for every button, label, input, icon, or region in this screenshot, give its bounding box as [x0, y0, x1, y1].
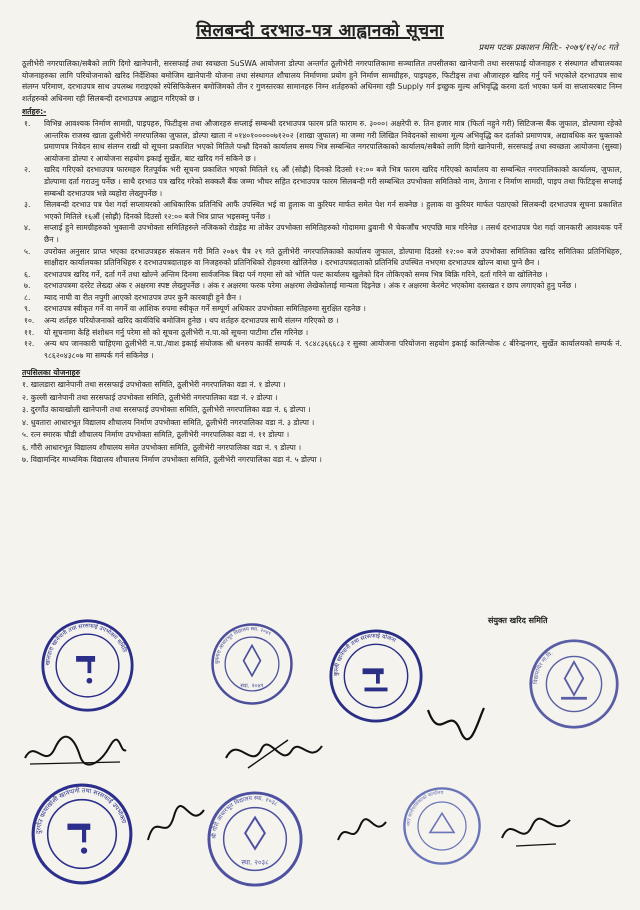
svg-text:स्था. २०३८: स्था. २०३८ — [241, 858, 269, 867]
condition-text: दरभाउपत्र स्वीकृत गर्ने वा नगर्ने वा आंशिक रुपमा स्वीकृत गर्ने सम्पूर्ण अधिकार उपभोक्ता समितिहरुमा सुरक्षित रहनेछ । — [44, 304, 366, 314]
condition-number: २. — [24, 165, 31, 175]
signature-3 — [420, 700, 490, 750]
signature-5 — [332, 812, 392, 852]
signature-2 — [218, 728, 328, 778]
condition-item — [22, 246, 622, 269]
seal-gauri — [206, 790, 304, 888]
condition-text: दरभाउपत्र खरिद गर्ने, दर्ता गर्ने तथा खोल्ने अन्तिम दिनमा सार्वजनिक बिदा पर्न गएमा सो को भोलि पल्ट कार्यालय खुलेको दिन तोकिएको समय भित्र बिक्रि गरिने, दर्ता गरिने वा खोलिनेछ । — [44, 269, 548, 279]
conditions-heading: शर्तहरु:- — [22, 107, 47, 117]
committee-label: संयुक्त खरिद समिति — [488, 616, 548, 625]
seal-text: विद्यामन्दिर मा.वि. — [533, 650, 555, 685]
seal-municipality — [402, 786, 482, 866]
seal-durgaun — [30, 782, 134, 886]
plans-list — [22, 379, 622, 467]
seal-text: धुवतारा आधारभूत विद्यालय स्था. २०४९ — [214, 626, 272, 665]
seal-vidyamandir — [528, 638, 620, 730]
condition-number: १. — [24, 118, 31, 128]
signature-6 — [496, 808, 576, 856]
plan-item: ४. धुवतारा आधारभूत विद्यालय शौचालय निर्माण उपभोक्ता समिति, ठूलीभेरी नगरपालिका वडा नं. ३ डोल्पा । — [22, 417, 315, 427]
svg-text:धुवतारा आधारभूत विद्यालय स्था. — [214, 626, 272, 664]
seal-dhuvatara — [210, 622, 294, 706]
plan-item: २. कुल्ली खानेपानी तथा सरसफाई उपभोक्ता समिति, ठूलीभेरी नगरपालिका वडा नं. २ डोल्पा । — [22, 392, 278, 402]
plan-item: ६. गौरी आधारभूत विद्यालय शौचालय समेत उपभोक्ता समिति, ठूलीभेरी नगरपालिका वडा नं. ९ डोल्पा । — [22, 442, 302, 452]
condition-number: ११. — [24, 327, 35, 337]
plan-item: १. खालडारा खानेपानी तथा सरसफाई उपभोक्ता समिति, ठूलीभेरी नगरपालिका वडा नं. १ डोल्पा । — [22, 380, 286, 390]
condition-number: ५. — [24, 246, 31, 256]
publication-date: प्रथम पटक प्रकाशन मिति:- २०७९/१२/०८ गते — [478, 43, 618, 53]
seal-text: खालडारा खानेपानी तथा सरसफाई उपभोक्ता समिति — [45, 623, 128, 666]
condition-item — [22, 315, 622, 327]
condition-number: ३. — [24, 200, 31, 210]
condition-number: १२. — [24, 339, 35, 349]
condition-item — [22, 199, 622, 222]
condition-number: ८. — [24, 292, 31, 302]
condition-text: म्याद नाघी वा रीत नपुगी आएको दरभाउपत्र उपर कुनै कारबाही हुने छैन । — [44, 292, 242, 302]
seal-text: कुल्ली खानेपानी तथा सरसफाई योजना — [333, 633, 397, 677]
seal-text: नगर कार्यपालिकाको कार्यालय — [406, 790, 444, 827]
seal-text: दुरगाँउ कायाखोली खानेपानी तथा सरसफाई उपभोक्ता — [35, 787, 128, 835]
condition-item — [22, 118, 622, 164]
condition-item — [22, 164, 622, 199]
condition-number: ४. — [24, 223, 31, 233]
condition-text: उपरोक्त अनुसार प्राप्त भएका दरभाउपत्रहरु संकलन गरी मिति २०७९ चैत्र २९ गते ठूलीभेरी नगरपालिकाको कार्यालय जुफाल, डोल्पामा दिउसो १२:०० बजे उपभोक्ता समितिका खरिद समितिका प्रतिनिधिहरु, साक्षीदार कार्यालयका प्रतिनिधिहरु र दरभाउपत्रदाताहरु वा निजहरुको प्रतिनिधिको रोहवरमा खोलिनेछ । दरभाउपत्रदाताको प्रतिनिधि उपस्थित नभएमा दरभाउपत्र खोल्न बाधा पुग्ने छैन । — [44, 246, 622, 268]
notice-title: सिलबन्दी दरभाउ-पत्र आह्वानको सूचना — [196, 21, 444, 41]
plan-item: ३. दुरगाँउ कायाखोली खानेपानी तथा सरसफाई उपभोक्ता समिति, ठूलीभेरी नगरपालिका वडा नं. ६ डोल्पा । — [22, 405, 311, 415]
condition-item — [22, 269, 622, 281]
seal-text: श्री गौरी आधारभूत विद्यालय स्था. २०३८ — [211, 795, 279, 840]
plan-item: ५. रत्न स्मारक चौडी शौचालय निर्माण उपभोक्ता समिति, ठूलीभेरी नगरपालिका वडा नं. ११ डोल्पा । — [22, 430, 290, 440]
svg-text:स्था. २०४९: स्था. २०४९ — [240, 683, 264, 690]
condition-text: सप्लाई हुने सामग्रीहरुको भुक्तानी उपभोक्ता समितिहरुले नजिकको रोडहेड मा तोकेर उपभोक्ता समितिहरुको गोदाममा ढुवानी भै चेकजाँच भएपछि मात्र गरिनेछ । तसर्थ दरभाउपत्र पेश गर्दा जानकारी आवश्यक पर्ने छैन । — [44, 223, 622, 244]
condition-text: सिलबन्दी दरभाउ पत्र पेश गर्दा सप्लायरको आधिकारिक प्रतिनिधि आफैं उपस्थित भई वा हुलाक वा कुरियर मार्फत समेत पेश गर्न सक्नेछ । हुलाक वा कुरियर मार्फत पठाएको सिलबन्दी दरभाउपत्र सूचना प्रकाशित भएको मितिले १६औं (सोह्रौ) दिनको दिउसो १२:०० बजे भित्र प्राप्त भइसक्नु पर्नेछ । — [44, 200, 622, 221]
condition-item — [22, 338, 622, 361]
intro-paragraph: ठूलीभेरी नगरपालिका/सबैको लागि दिगो खानेपानी, सरसफाई तथा स्वच्छता SuSWA आयोजना डोल्पा अन्तर्गत ठूलीभेरी नगरपालिकामा सञ्चालित तपसीलका खानेपानी तथा सरसफाई योजनाहरु र संस्थागत शौचालयका योजनाहरुका लागि परियोजनाको खरिद निर्देशिका बमोजिम खानेपानी योजना तथा संस्थागत शौचालय निर्माणमा प्रयोग हुने निर्माण सामग्रीहरु, पाइपहरु, फिटीङ्स तथा औजारहरु खरिद गर्नु पर्ने भएकोले दरभाउपत्र साथ संलग्न परिमाण, दरभाउपत्र साथ उपलब्ध गराइएको स्पेसिफिकेसन बमोजिमको तीन र गुणस्तरका सामानहरु निम्न शर्तहरुको अधिनमा रही Supply गर्न इच्छुक मुल्य अभिवृद्धि करमा दर्ता भएका फर्म वा सप्लायरबाट निम्न शर्तहरुको अधिनमा रही सिलबन्दी दरभाउपत्र आह्वान गरिएको छ । — [22, 59, 622, 103]
condition-item — [22, 222, 622, 245]
condition-item — [22, 280, 622, 292]
notice-body — [22, 58, 622, 467]
condition-text: यो सूचनामा केहि संशोधन गर्नु परेमा सो को सूचना ठूलीभेरी न.पा.को सूचना पाटीमा टाँस गरिनेछ । — [44, 327, 309, 337]
signature-4 — [142, 800, 212, 850]
condition-text: अन्य थप जानकारी चाहिएमा ठूलीभेरी न.पा./वाश इकाई संयोजक श्री धनरुप कार्की सम्पर्क नं. ९८४८३६६६८३ र सुस्वा आयोजना परियोजना सहयोग इकाई कालिन्चोक ८ बीरेन्द्रनगर, सुर्खेत कार्यालयको सम्पर्क नं. ९८६२०४३८०७ मा सम्पर्क गर्न सकिनेछ । — [44, 339, 622, 360]
svg-text:श्री गौरी आधारभूत विद्यालय स्थ — [210, 796, 279, 839]
seal-kulli — [328, 628, 424, 724]
condition-text: दरभाउपत्रमा दररेट लेख्दा अंक र अक्षरमा स्पष्ट लेख्नुपर्नेछ । अंक र अक्षरमा फरक परेमा अक्षरमा लेखेकोलाई मान्यता दिइनेछ । अंक र अक्षरमा केरमेट भएकोमा दस्तखत र छाप लगाएको हुनु पर्नेछ । — [44, 281, 577, 291]
seal-khaldara — [40, 618, 135, 713]
condition-text: अन्य शर्तहरु परियोजनाको खरिद कार्यविधि बमोजिम हुनेछ । थप शर्तहरु दरभाउपत्र साथै संलग्न गरिएको छ । — [44, 316, 339, 326]
plans-heading: तपसिलका योजनाहरु — [22, 368, 81, 378]
condition-text: विभिन्न आवश्यक निर्माण सामग्री, पाइपहरु, फिटीङ्स तथा औजारहरु सप्लाई सम्बन्धी दरभाउपत्र फारम प्रति फाराम रु. ३०००। अक्षरेपी रु. तिन हजार मात्र (फिर्ता नहुने गरी) सिटिजन्स बैंक जुफाल, डोल्पामा रहेको आन्तरिक राजस्व खाता ठूलीभेरी नगरपालिका जुफाल, डोल्पा खाता नं ०१४०१०००००७१२०२ (शाखा जुफाल) मा जम्मा गरी लिखित निवेदनको साथमा मूल्य अभिवृद्धि कर दर्ताको प्रमाणपत्र, अद्यावधिक कर चुक्ताको प्रमाणपत्र निवेदन साथ संलग्न राखी यो सूचना प्रकाशित भएको मितिले पन्ध्रौ दिनको कार्यालय समय भित्र सम्बन्धित नगरपालिकाको कार्यालय/सबैको लागि दिगो खानेपानी, सरसफाई तथा स्वच्छता आयोजना (सुस्वा) आयोजना डोल्पा र आयोजना सहयोग इकाई सुर्खेत, बाट खरिद गर्न सकिने छ । — [44, 118, 622, 163]
condition-number: ९. — [24, 304, 31, 314]
signature-1 — [20, 730, 130, 774]
conditions-list — [22, 118, 622, 361]
condition-number: १०. — [24, 316, 35, 326]
condition-item — [22, 327, 622, 339]
condition-text: खरिद गरिएको दरभाउपत्र फारमहरु रितपूर्वक भरी सूचना प्रकाशित भएको मितिले १६ औं (सोह्रौ) दिनको दिउसो १२:०० बजे भित्र फारम खरिद गरिएको कार्यालय वा सम्बन्धित नगरपालिकाको कार्यालय, जुफाल, डोल्पामा दर्ता गराउनु पर्नेछ । साथै दरभाउ पत्र खरिद गरेको सक्कलै बैंक जम्मा भौचर सहित दरभाउपत्र फारम सिलबन्दी गरी सम्बन्धित उपभोक्ता समितिको नाम, ठेगाना र निर्माण सामग्री, पाइप तथा फिटिङ्स सप्लाई सम्बन्धी दरभाउपत्र भन्ने व्यहोरा लेख्नुपर्नेछ । — [44, 165, 622, 198]
condition-item — [22, 292, 622, 304]
condition-number: ७. — [24, 281, 31, 291]
condition-number: ६. — [24, 269, 31, 279]
plan-item: ७. विद्यामन्दिर माध्यमिक विद्यालय शौचालय निर्माण उपभोक्ता समिति, ठूलीभेरी नगरपालिका वडा नं. ५ डोल्पा । — [22, 455, 322, 465]
condition-item — [22, 303, 622, 315]
